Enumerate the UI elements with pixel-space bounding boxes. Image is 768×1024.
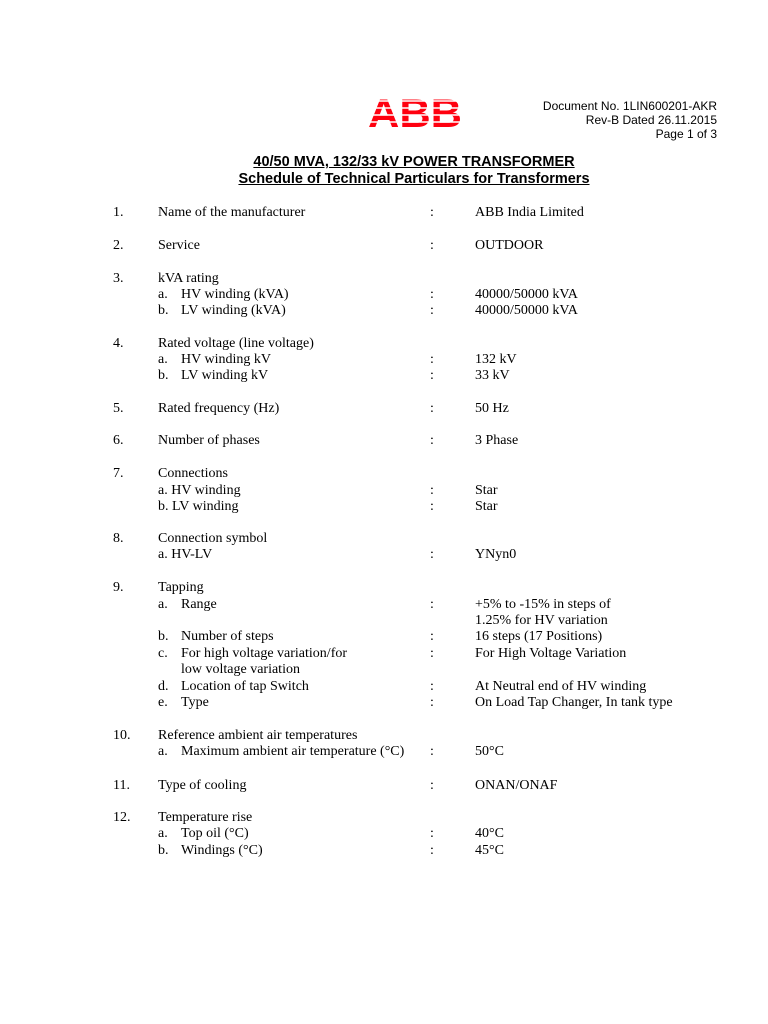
item-value: OUTDOOR: [475, 238, 544, 253]
document-number: Document No. 1LIN600201-AKR: [542, 99, 717, 113]
item-value: 132 kV: [475, 352, 517, 367]
item-number: 2.: [113, 238, 124, 253]
colon: :: [430, 238, 434, 253]
sub-item-label: For high voltage variation/for: [181, 646, 348, 661]
item-value: +5% to -15% in steps of: [475, 597, 611, 612]
sub-item-label: Maximum ambient air temperature (°C): [181, 744, 405, 759]
document-title: [0, 154, 768, 188]
item-label: Reference ambient air temperatures: [158, 728, 358, 743]
sub-item-label: Type: [181, 695, 209, 710]
svg-text:ABB: ABB: [368, 94, 462, 128]
document-info: [543, 99, 717, 141]
item-value: 45°C: [475, 843, 504, 858]
colon: :: [430, 499, 434, 514]
sub-item-letter: b.: [158, 843, 169, 858]
item-value: Star: [475, 499, 498, 514]
item-label: Connections: [158, 466, 228, 481]
sub-item-label: Location of tap Switch: [181, 679, 309, 694]
item-value: 40°C: [475, 826, 504, 841]
sub-item-label: Top oil (°C): [181, 826, 249, 841]
item-value: 50 Hz: [475, 401, 509, 416]
item-label: Tapping: [158, 580, 204, 595]
colon: :: [430, 597, 434, 612]
colon: :: [430, 401, 434, 416]
item-label: Name of the manufacturer: [158, 205, 306, 220]
item-number: 6.: [113, 433, 124, 448]
sub-item-label: Number of steps: [181, 629, 274, 644]
colon: :: [430, 679, 434, 694]
abb-logo: [368, 94, 462, 128]
item-value-continued: 1.25% for HV variation: [475, 613, 608, 628]
item-label: Temperature rise: [158, 810, 253, 825]
colon: :: [430, 629, 434, 644]
item-value: On Load Tap Changer, In tank type: [475, 695, 673, 710]
sub-item-label: Windings (°C): [181, 843, 263, 858]
colon: :: [430, 433, 434, 448]
item-number: 4.: [113, 336, 124, 351]
item-number: 12.: [113, 810, 131, 825]
sub-item-letter: a.: [158, 352, 168, 367]
colon: :: [430, 826, 434, 841]
sub-item-label: a. HV-LV: [158, 547, 213, 562]
item-label: Rated frequency (Hz): [158, 401, 280, 416]
sub-item-label: Range: [181, 597, 217, 612]
colon: :: [430, 352, 434, 367]
sub-item-letter: d.: [158, 679, 169, 694]
item-number: 7.: [113, 466, 124, 481]
item-value: ABB India Limited: [475, 205, 584, 220]
sub-item-label: b. LV winding: [158, 499, 239, 514]
item-label: Type of cooling: [158, 778, 247, 793]
item-value: YNyn0: [475, 547, 517, 562]
sub-item-label: LV winding (kVA): [181, 303, 286, 318]
colon: :: [430, 368, 434, 383]
item-value: 50°C: [475, 744, 504, 759]
item-number: 1.: [113, 205, 124, 220]
page-number: Page 1 of 3: [655, 127, 717, 141]
colon: :: [430, 843, 434, 858]
title-line-1: 40/50 MVA, 132/33 kV POWER TRANSFORMER: [253, 154, 575, 170]
item-value: Star: [475, 483, 498, 498]
sub-item-label: HV winding kV: [181, 352, 271, 367]
item-label: Connection symbol: [158, 531, 268, 546]
item-value: For High Voltage Variation: [475, 646, 627, 661]
item-number: 3.: [113, 271, 124, 286]
item-label: Number of phases: [158, 433, 260, 448]
sub-item-letter: c.: [158, 646, 168, 661]
item-value: At Neutral end of HV winding: [475, 679, 647, 694]
item-label: Service: [158, 238, 200, 253]
item-value: ONAN/ONAF: [475, 778, 558, 793]
item-number: 5.: [113, 401, 124, 416]
sub-item-letter: a.: [158, 597, 168, 612]
item-value: 40000/50000 kVA: [475, 287, 578, 302]
sub-item-label: LV winding kV: [181, 368, 269, 383]
colon: :: [430, 483, 434, 498]
colon: :: [430, 205, 434, 220]
item-value: 40000/50000 kVA: [475, 303, 578, 318]
colon: :: [430, 303, 434, 318]
revision-date: Rev-B Dated 26.11.2015: [585, 113, 717, 127]
item-number: 8.: [113, 531, 124, 546]
sub-item-label: a. HV winding: [158, 483, 241, 498]
item-label: kVA rating: [158, 271, 219, 286]
sub-item-label-continued: low voltage variation: [181, 662, 300, 677]
colon: :: [430, 744, 434, 759]
sub-item-letter: b.: [158, 303, 169, 318]
sub-item-letter: b.: [158, 368, 169, 383]
item-value: 16 steps (17 Positions): [475, 629, 603, 644]
colon: :: [430, 287, 434, 302]
item-number: 9.: [113, 580, 124, 595]
item-value: 3 Phase: [475, 433, 519, 448]
colon: :: [430, 646, 434, 661]
colon: :: [430, 547, 434, 562]
item-number: 10.: [113, 728, 131, 743]
colon: :: [430, 695, 434, 710]
sub-item-label: HV winding (kVA): [181, 287, 289, 302]
colon: :: [430, 778, 434, 793]
sub-item-letter: a.: [158, 287, 168, 302]
sub-item-letter: b.: [158, 629, 169, 644]
title-line-2: Schedule of Technical Particulars for Transformers: [238, 171, 590, 187]
item-number: 11.: [113, 778, 130, 793]
item-label: Rated voltage (line voltage): [158, 336, 314, 351]
sub-item-letter: a.: [158, 744, 168, 759]
item-value: 33 kV: [475, 368, 510, 383]
sub-item-letter: a.: [158, 826, 168, 841]
sub-item-letter: e.: [158, 695, 168, 710]
